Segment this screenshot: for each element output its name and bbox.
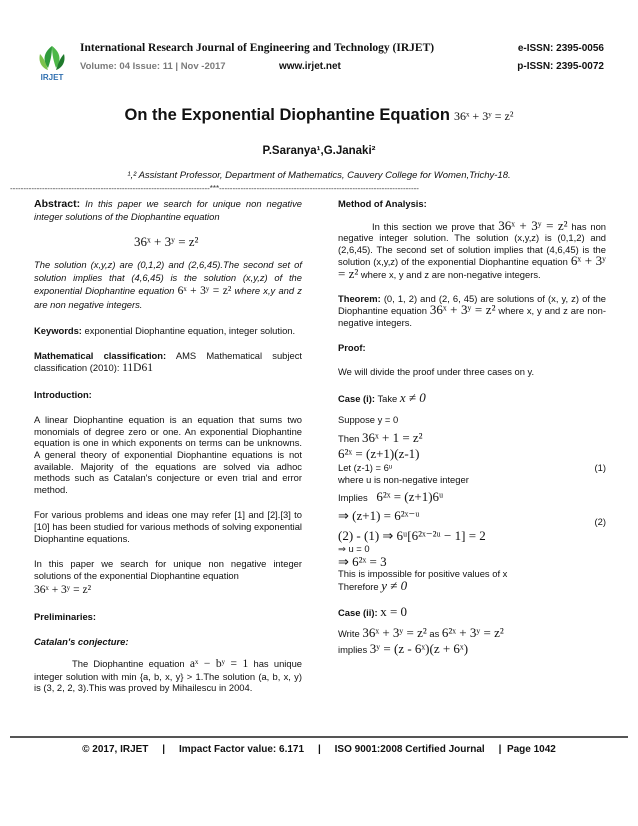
e-issn: e-ISSN: 2395-0056: [517, 43, 604, 54]
difference-line: (2) - (1) ⇒ 6ᵘ[6²ˣ⁻²ᵘ − 1] = 2: [338, 528, 486, 544]
intro-equation: 36ˣ + 3ʸ = z²: [34, 584, 92, 597]
suppose-line: Suppose y = 0: [338, 414, 399, 426]
journal-website[interactable]: www.irjet.net: [279, 61, 341, 72]
case-2: Case (ii): x = 0: [338, 604, 408, 620]
implies-line: Implies 6²ˣ = (z+1)6ᵘ: [338, 489, 444, 505]
theorem: Theorem: (0, 1, 2) and (2, 6, 45) are solutions of (x, y, z) of the Diophantine equation 36ˣ + 3ʸ = z² where x, y and z are non-negative integers.: [338, 292, 606, 328]
method-heading: Method of Analysis:: [338, 198, 427, 209]
intro-paragraph-3: In this paper we search for unique non negative integer solutions of the exponential Diophantine equation: [34, 558, 302, 581]
method-paragraph: In this section we prove that 36ˣ + 3ʸ = z² has non negative integer solution. The solution (x,y,z) is (0,1,2) and (2,6,45). The second set of solution implies that (4,6,45) is the solution (x,y,z) of the exponential Diophantine equation 6ˣ + 3ʸ = z² where x, y and z are non-negative integers.: [338, 217, 607, 281]
affiliation: ¹,² Assistant Professor, Department of Mathematics, Cauvery College for Women,Trichy-18.: [127, 170, 511, 181]
abstract-equation: 36ˣ + 3ʸ = z²: [134, 234, 199, 250]
six-power-line: ⇒ 6²ˣ = 3: [338, 554, 387, 570]
impossible-line: This is impossible for positive values of x: [338, 568, 508, 580]
catalan-paragraph: The Diophantine equation aˣ − bʸ = 1 has unique integer solution with min {a, b, x, y} > 1.The solution (a, b, x, y) is (3, 2, 2, 3).This was proved by Mihailescu in 2004.: [34, 658, 303, 694]
implies-2-line: implies 3ʸ = (z - 6ˣ)(z + 6ˣ): [338, 641, 469, 657]
journal-header: [34, 40, 604, 84]
section-divider: ---------------------------------------------------------------------------***---------------------------------------------------------------------------: [10, 184, 419, 193]
proof-heading: Proof:: [338, 342, 366, 354]
abstract-paragraph-2: The solution (x,y,z) are (0,1,2) and (2,6,45).The second set of solution implies that (4,6,45) is the solution (x,y,z) of the exponential Diophantine equation 6ˣ + 3ʸ = z² where x,y and z are non negative integers.: [34, 258, 302, 310]
therefore-line: Therefore y ≠ 0: [338, 577, 408, 593]
abstract: Abstract: In this paper we search for unique non negative integer solutions of the Diophantine equation: [34, 198, 302, 222]
journal-title: International Research Journal of Engineering and Technology (IRJET): [80, 42, 435, 54]
write-line: Write 36ˣ + 3ʸ = z² as 6²ˣ + 3ʸ = z²: [338, 624, 504, 640]
irjet-logo: [34, 42, 70, 82]
let-line: Let (z-1) = 6ᵘ (1): [338, 461, 606, 473]
then-line: Then 36ˣ + 1 = z²: [338, 429, 423, 445]
footer-rule: [10, 736, 628, 738]
volume-issue: Volume: 04 Issue: 11 | Nov -2017: [80, 61, 226, 72]
svg-text:IRJET: IRJET: [40, 73, 64, 82]
preliminaries-heading: Preliminaries:: [34, 610, 97, 622]
keywords: Keywords: exponential Diophantine equation, integer solution.: [34, 324, 296, 336]
intro-paragraph-1: A linear Diophantine equation is an equation that sums two monomials of degree zero or one. An exponential Diophantine equation is one in which exponents on terms can be unknowns. A general theory of exponential Diophantine equations is not available. Majority of the equations are solved via adhoc methods such as Catalan's conjecture or even trial and error method.: [34, 414, 302, 495]
equation-number-2: (2): [594, 515, 606, 527]
page-footer: © 2017, IRJET | Impact Factor value: 6.171 | ISO 9001:2008 Certified Journal | Page 1042: [82, 744, 556, 755]
authors: P.Saranya¹,G.Janaki²: [262, 145, 376, 157]
proof-intro: We will divide the proof under three cases on y.: [338, 365, 535, 377]
introduction-heading: Introduction:: [34, 388, 92, 400]
paper-title: On the Exponential Diophantine Equation 36ˣ + 3ʸ = z²: [124, 106, 514, 124]
left-column: [34, 198, 302, 694]
u-zero-line: ⇒ u = 0: [338, 542, 370, 554]
intro-paragraph-2: For various problems and ideas one may refer [1] and [2].[3] to [10] has been studied for various methods of solving exponential Diophantine equations.: [34, 509, 302, 544]
arrow-line: ⇒ (z+1) = 6²ˣ⁻ᵘ (2): [338, 507, 606, 527]
p-issn: p-ISSN: 2395-0072: [517, 61, 604, 72]
right-column: [338, 198, 606, 656]
title-equation: 36ˣ + 3ʸ = z²: [453, 109, 514, 123]
math-classification: Mathematical classification: AMS Mathematical subject classification (2010): 11D61: [34, 350, 302, 374]
case-1: Case (i): Take x ≠ 0: [338, 389, 426, 405]
equation-number-1: (1): [594, 461, 606, 473]
factor-equation: 6²ˣ = (z+1)(z-1): [338, 446, 420, 462]
catalan-heading: Catalan's conjecture:: [34, 636, 129, 648]
where-u-line: where u is non-negative integer: [338, 473, 469, 485]
